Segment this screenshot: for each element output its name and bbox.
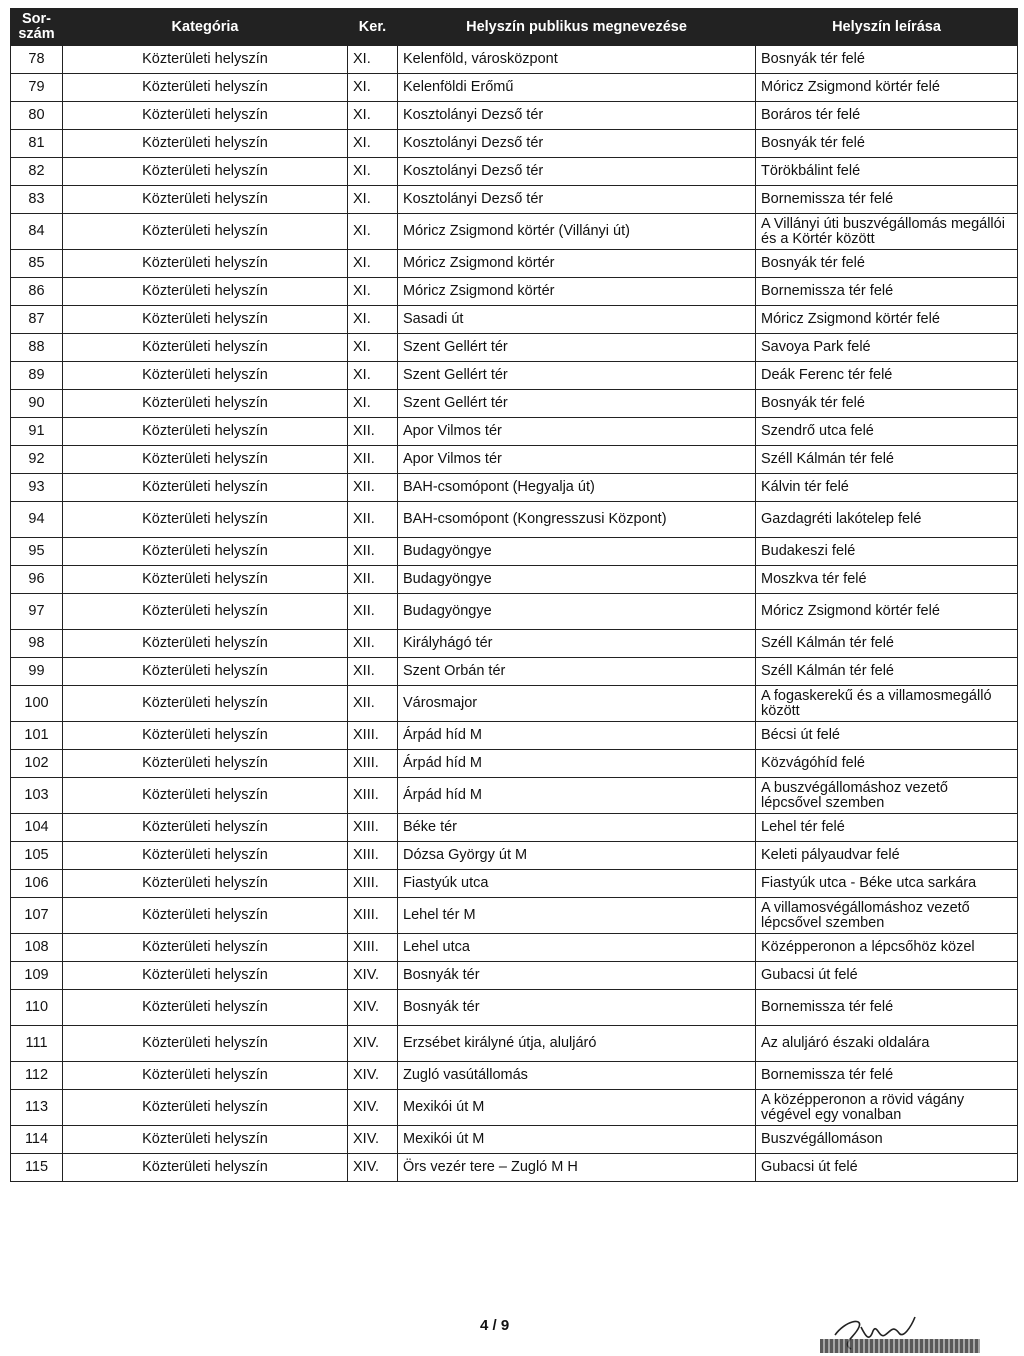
row-location-name: Budagyöngye [398,566,756,594]
row-category: Közterületi helyszín [63,362,348,390]
table-row [11,474,1018,502]
row-number: 87 [11,306,63,334]
row-district: XI. [348,158,398,186]
row-number: 103 [11,778,63,814]
row-district: XII. [348,474,398,502]
row-location-name: Móricz Zsigmond körtér (Villányi út) [398,214,756,250]
table-row [11,74,1018,102]
row-district: XIII. [348,722,398,750]
row-district: XIII. [348,898,398,934]
row-category: Közterületi helyszín [63,502,348,538]
row-district: XI. [348,390,398,418]
row-district: XIII. [348,750,398,778]
row-location-name: Budagyöngye [398,594,756,630]
row-category: Közterületi helyszín [63,870,348,898]
table-row [11,334,1018,362]
table-row [11,566,1018,594]
row-location-description: Törökbálint felé [756,158,1018,186]
row-location-name: Móricz Zsigmond körtér [398,278,756,306]
row-location-description: Bornemissza tér felé [756,278,1018,306]
row-location-description: Bécsi út felé [756,722,1018,750]
table-row [11,630,1018,658]
row-category: Közterületi helyszín [63,722,348,750]
row-location-name: Bosnyák tér [398,962,756,990]
row-district: XII. [348,502,398,538]
table-row [11,898,1018,934]
row-district: XIV. [348,1154,398,1182]
table-row [11,446,1018,474]
row-category: Közterületi helyszín [63,778,348,814]
table-row [11,594,1018,630]
row-location-description: A fogaskerekű és a villamosmegálló között [756,686,1018,722]
row-location-description: A Villányi úti buszvégállomás megállói és a Körtér között [756,214,1018,250]
row-location-description: Széll Kálmán tér felé [756,446,1018,474]
row-location-description: Budakeszi felé [756,538,1018,566]
row-location-description: Közvágóhíd felé [756,750,1018,778]
row-district: XI. [348,362,398,390]
row-category: Közterületi helyszín [63,334,348,362]
row-number: 82 [11,158,63,186]
row-number: 83 [11,186,63,214]
row-number: 107 [11,898,63,934]
row-location-description: A buszvégállomáshoz vezető lépcsővel szemben [756,778,1018,814]
row-number: 114 [11,1126,63,1154]
row-number: 89 [11,362,63,390]
row-number: 115 [11,1154,63,1182]
table-row [11,934,1018,962]
table-row [11,46,1018,74]
row-category: Közterületi helyszín [63,1090,348,1126]
row-number: 102 [11,750,63,778]
table-row [11,686,1018,722]
row-category: Közterületi helyszín [63,186,348,214]
row-district: XII. [348,566,398,594]
row-location-description: Kálvin tér felé [756,474,1018,502]
table-row [11,186,1018,214]
row-district: XIV. [348,1026,398,1062]
table-row [11,214,1018,250]
row-category: Közterületi helyszín [63,474,348,502]
header-district: Ker. [348,9,398,46]
row-district: XI. [348,278,398,306]
page-footer [0,1313,1024,1356]
row-category: Közterületi helyszín [63,306,348,334]
row-location-description: Móricz Zsigmond körtér felé [756,594,1018,630]
row-number: 92 [11,446,63,474]
row-district: XIV. [348,1090,398,1126]
row-number: 93 [11,474,63,502]
row-location-name: Árpád híd M [398,722,756,750]
table-body [11,46,1018,1182]
table-row [11,538,1018,566]
row-location-name: Erzsébet királyné útja, aluljáró [398,1026,756,1062]
row-category: Közterületi helyszín [63,630,348,658]
row-category: Közterületi helyszín [63,1026,348,1062]
table-row [11,658,1018,686]
row-district: XI. [348,74,398,102]
row-category: Közterületi helyszín [63,1062,348,1090]
row-location-description: Gubacsi út felé [756,1154,1018,1182]
stamp-mark [820,1339,980,1353]
table-row [11,750,1018,778]
row-number: 95 [11,538,63,566]
row-location-description: Bosnyák tér felé [756,46,1018,74]
row-number: 111 [11,1026,63,1062]
row-district: XIII. [348,870,398,898]
row-location-description: Gazdagréti lakótelep felé [756,502,1018,538]
row-location-name: Béke tér [398,814,756,842]
row-location-name: Lehel utca [398,934,756,962]
row-number: 79 [11,74,63,102]
row-location-description: Móricz Zsigmond körtér felé [756,306,1018,334]
table-row [11,306,1018,334]
row-location-name: Szent Gellért tér [398,362,756,390]
row-district: XIV. [348,1062,398,1090]
row-location-description: Az aluljáró északi oldalára [756,1026,1018,1062]
row-district: XIII. [348,842,398,870]
row-location-description: Szendrő utca felé [756,418,1018,446]
row-district: XI. [348,186,398,214]
row-location-name: Szent Gellért tér [398,334,756,362]
row-location-description: Fiastyúk utca - Béke utca sarkára [756,870,1018,898]
table-row [11,362,1018,390]
row-number: 101 [11,722,63,750]
row-category: Közterületi helyszín [63,658,348,686]
row-district: XI. [348,306,398,334]
table-row [11,418,1018,446]
row-district: XI. [348,130,398,158]
row-category: Közterületi helyszín [63,214,348,250]
row-location-name: Lehel tér M [398,898,756,934]
row-number: 88 [11,334,63,362]
table-row [11,870,1018,898]
row-district: XIII. [348,778,398,814]
table-row [11,158,1018,186]
row-location-description: A villamosvégállomáshoz vezető lépcsővel szemben [756,898,1018,934]
row-district: XIV. [348,1126,398,1154]
header-location-description: Helyszín leírása [756,9,1018,46]
row-number: 108 [11,934,63,962]
row-district: XIII. [348,934,398,962]
row-location-description: Lehel tér felé [756,814,1018,842]
table-row [11,390,1018,418]
row-location-description: Széll Kálmán tér felé [756,658,1018,686]
row-location-name: Árpád híd M [398,750,756,778]
row-number: 110 [11,990,63,1026]
row-district: XII. [348,418,398,446]
row-location-description: A középperonon a rövid vágány végével egy vonalban [756,1090,1018,1126]
row-number: 104 [11,814,63,842]
row-location-name: Kosztolányi Dezső tér [398,186,756,214]
row-location-description: Bornemissza tér felé [756,1062,1018,1090]
row-location-name: Apor Vilmos tér [398,418,756,446]
row-number: 80 [11,102,63,130]
row-district: XI. [348,46,398,74]
row-location-description: Móricz Zsigmond körtér felé [756,74,1018,102]
row-location-description: Boráros tér felé [756,102,1018,130]
row-number: 94 [11,502,63,538]
row-location-name: Kosztolányi Dezső tér [398,158,756,186]
table-row [11,778,1018,814]
row-location-description: Széll Kálmán tér felé [756,630,1018,658]
row-number: 85 [11,250,63,278]
row-number: 98 [11,630,63,658]
row-district: XI. [348,250,398,278]
row-category: Közterületi helyszín [63,1154,348,1182]
row-location-name: Budagyöngye [398,538,756,566]
row-district: XIV. [348,962,398,990]
row-number: 113 [11,1090,63,1126]
row-category: Közterületi helyszín [63,686,348,722]
row-district: XII. [348,538,398,566]
row-category: Közterületi helyszín [63,446,348,474]
row-number: 81 [11,130,63,158]
row-location-description: Bosnyák tér felé [756,130,1018,158]
row-location-name: Árpád híd M [398,778,756,814]
table-row [11,990,1018,1026]
row-location-name: Szent Gellért tér [398,390,756,418]
row-category: Közterületi helyszín [63,158,348,186]
locations-table [10,8,1018,1182]
row-location-name: Apor Vilmos tér [398,446,756,474]
row-category: Közterületi helyszín [63,278,348,306]
row-district: XIII. [348,814,398,842]
row-district: XII. [348,446,398,474]
row-number: 109 [11,962,63,990]
row-category: Közterületi helyszín [63,74,348,102]
row-category: Közterületi helyszín [63,102,348,130]
row-category: Közterületi helyszín [63,842,348,870]
row-location-description: Deák Ferenc tér felé [756,362,1018,390]
row-location-description: Keleti pályaudvar felé [756,842,1018,870]
row-district: XII. [348,686,398,722]
row-location-name: Móricz Zsigmond körtér [398,250,756,278]
row-location-description: Középperonon a lépcsőhöz közel [756,934,1018,962]
table-row [11,1062,1018,1090]
row-category: Közterületi helyszín [63,750,348,778]
row-category: Közterületi helyszín [63,390,348,418]
row-category: Közterületi helyszín [63,418,348,446]
table-row [11,842,1018,870]
row-number: 100 [11,686,63,722]
header-category: Kategória [63,9,348,46]
row-location-name: BAH-csomópont (Kongresszusi Központ) [398,502,756,538]
table-row [11,1154,1018,1182]
row-number: 106 [11,870,63,898]
table-row [11,102,1018,130]
table-row [11,1126,1018,1154]
table-row [11,1026,1018,1062]
row-category: Közterületi helyszín [63,898,348,934]
row-district: XIV. [348,990,398,1026]
row-location-description: Bornemissza tér felé [756,186,1018,214]
row-number: 96 [11,566,63,594]
row-category: Közterületi helyszín [63,46,348,74]
row-location-name: Királyhágó tér [398,630,756,658]
row-location-name: Mexikói út M [398,1090,756,1126]
row-category: Közterületi helyszín [63,814,348,842]
row-location-name: Mexikói út M [398,1126,756,1154]
row-location-name: Fiastyúk utca [398,870,756,898]
row-location-name: Kelenföldi Erőmű [398,74,756,102]
row-location-name: Kelenföld, városközpont [398,46,756,74]
row-number: 78 [11,46,63,74]
row-number: 99 [11,658,63,686]
row-category: Közterületi helyszín [63,1126,348,1154]
row-district: XI. [348,102,398,130]
row-location-name: Városmajor [398,686,756,722]
row-district: XI. [348,334,398,362]
table-row [11,250,1018,278]
row-location-description: Buszvégállomáson [756,1126,1018,1154]
table-row [11,502,1018,538]
table-row [11,962,1018,990]
row-number: 91 [11,418,63,446]
row-location-description: Moszkva tér felé [756,566,1018,594]
row-number: 90 [11,390,63,418]
row-number: 105 [11,842,63,870]
row-location-name: Örs vezér tere – Zugló M H [398,1154,756,1182]
row-location-description: Bornemissza tér felé [756,990,1018,1026]
page-number: 4 / 9 [480,1317,510,1334]
table-header-row [11,9,1018,46]
table-row [11,814,1018,842]
row-location-name: Szent Orbán tér [398,658,756,686]
row-location-name: Sasadi út [398,306,756,334]
row-category: Közterületi helyszín [63,538,348,566]
row-location-name: Kosztolányi Dezső tér [398,102,756,130]
table-row [11,130,1018,158]
row-location-description: Gubacsi út felé [756,962,1018,990]
row-number: 84 [11,214,63,250]
header-location-name: Helyszín publikus megnevezése [398,9,756,46]
row-district: XII. [348,594,398,630]
row-number: 112 [11,1062,63,1090]
row-location-name: Dózsa György út M [398,842,756,870]
row-location-description: Bosnyák tér felé [756,390,1018,418]
header-number: Sor-szám [11,9,63,46]
row-category: Közterületi helyszín [63,594,348,630]
row-district: XI. [348,214,398,250]
row-number: 86 [11,278,63,306]
row-category: Közterületi helyszín [63,990,348,1026]
row-category: Közterületi helyszín [63,566,348,594]
table-row [11,722,1018,750]
row-location-description: Bosnyák tér felé [756,250,1018,278]
row-category: Közterületi helyszín [63,250,348,278]
row-district: XII. [348,630,398,658]
table-row [11,1090,1018,1126]
row-number: 97 [11,594,63,630]
row-location-name: Bosnyák tér [398,990,756,1026]
table-row [11,278,1018,306]
row-category: Közterületi helyszín [63,934,348,962]
row-location-name: Zugló vasútállomás [398,1062,756,1090]
row-district: XII. [348,658,398,686]
row-category: Közterületi helyszín [63,130,348,158]
row-location-name: BAH-csomópont (Hegyalja út) [398,474,756,502]
row-category: Közterületi helyszín [63,962,348,990]
row-location-name: Kosztolányi Dezső tér [398,130,756,158]
row-location-description: Savoya Park felé [756,334,1018,362]
